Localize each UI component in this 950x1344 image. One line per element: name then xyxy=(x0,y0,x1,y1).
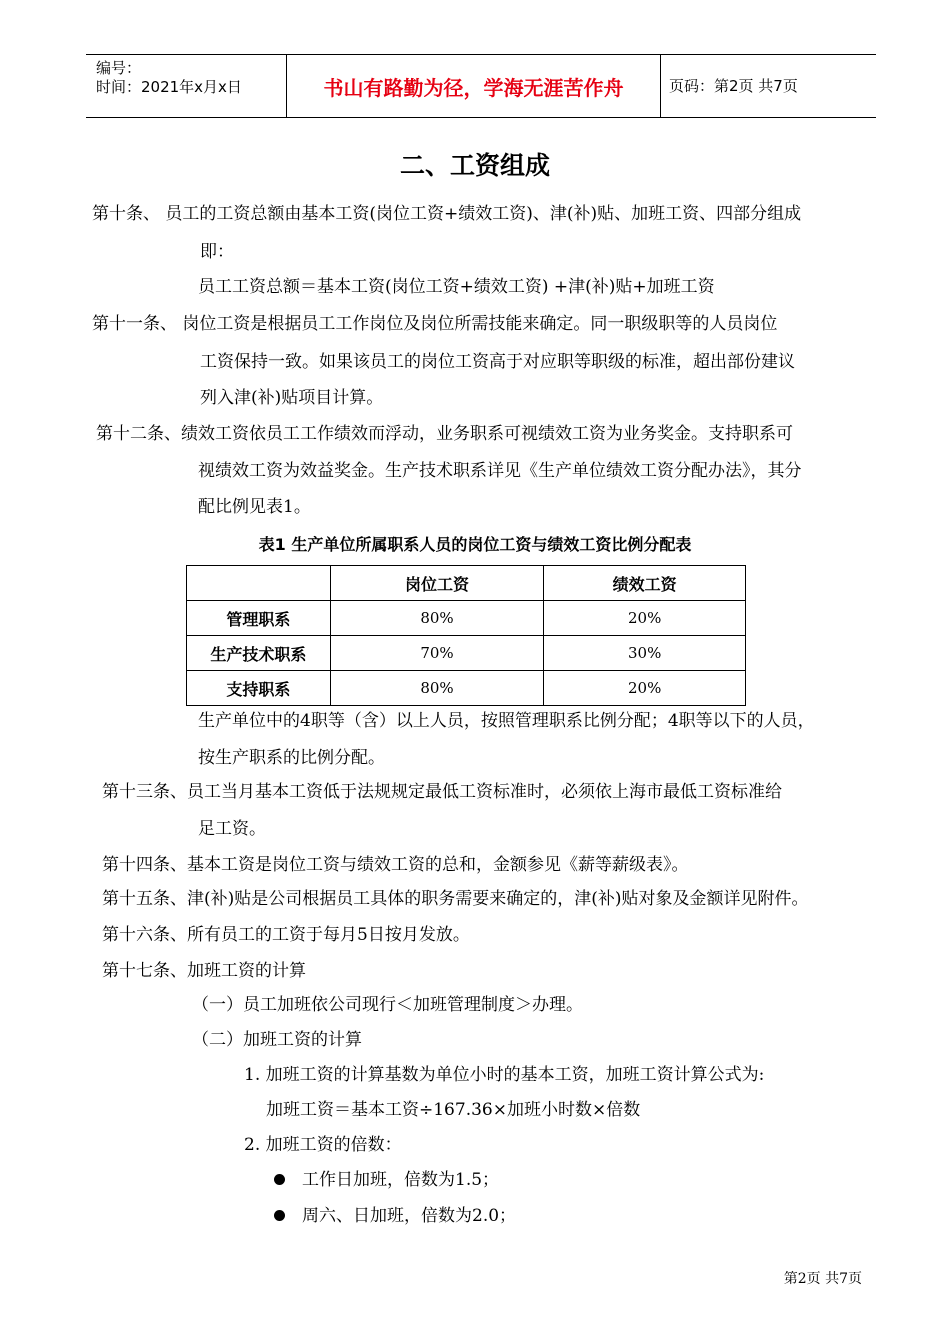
article-17-item-2: （二）加班工资的计算 xyxy=(192,1030,362,1050)
overtime-formula: 加班工资＝基本工资÷167.36×加班小时数×倍数 xyxy=(266,1100,641,1120)
header-time: 时间：2021年x月x日 xyxy=(96,78,242,96)
table-row-label: 支持职系 xyxy=(187,671,331,706)
table-row-label: 管理职系 xyxy=(187,601,331,636)
table-row-label: 生产技术职系 xyxy=(187,636,331,671)
bullet-icon xyxy=(274,1174,285,1185)
page-footer: 第2页 共7页 xyxy=(783,1271,862,1287)
table-cell: 30% xyxy=(544,636,746,671)
overtime-rule-1: 1. 加班工资的计算基数为单位小时的基本工资，加班工资计算公式为: xyxy=(244,1065,765,1085)
section-title: 二、工资组成 xyxy=(399,151,550,180)
article-12-line-1: 第十二条、绩效工资依员工工作绩效而浮动，业务职系可视绩效工资为业务奖金。支持职系可 xyxy=(96,424,793,444)
table-row xyxy=(187,636,746,671)
table-header-cell: 岗位工资 xyxy=(330,566,544,601)
table-cell: 80% xyxy=(330,671,544,706)
header-number: 编号： xyxy=(96,59,142,77)
article-12-line-2: 视绩效工资为效益奖金。生产技术职系详见《生产单位绩效工资分配办法》，其分 xyxy=(198,461,802,481)
table-cell: 20% xyxy=(544,671,746,706)
header-page-number: 页码：第2页 共7页 xyxy=(669,77,798,95)
overtime-multiplier-weekday: 工作日加班，倍数为1.5； xyxy=(302,1170,500,1190)
header-meta xyxy=(96,59,242,97)
table-note-line-1: 生产单位中的4职等（含）以上人员，按照管理职系比例分配；4职等以下的人员， xyxy=(198,711,815,731)
table-caption: 表1 生产单位所属职系人员的岗位工资与绩效工资比例分配表 xyxy=(258,535,692,554)
article-11-line-2: 工资保持一致。如果该员工的岗位工资高于对应职等职级的标准，超出部份建议 xyxy=(200,352,795,372)
table-cell: 70% xyxy=(330,636,544,671)
page-header xyxy=(86,54,876,118)
table-row xyxy=(187,601,746,636)
article-10-line-2: 即： xyxy=(200,242,234,262)
table-header-row xyxy=(187,566,746,601)
article-17: 第十七条、加班工资的计算 xyxy=(102,961,306,981)
header-motto: 书山有路勤为径，学海无涯苦作舟 xyxy=(286,55,661,117)
article-17-item-1: （一）员工加班依公司现行＜加班管理制度＞办理。 xyxy=(192,995,583,1015)
article-13-line-2: 足工资。 xyxy=(198,819,266,839)
article-10-line-1: 第十条、 员工的工资总额由基本工资(岗位工资+绩效工资)、津(补)贴、加班工资、四部分组成 xyxy=(92,204,802,224)
table-row xyxy=(187,671,746,706)
overtime-multiplier-weekend: 周六、日加班，倍数为2.0； xyxy=(302,1206,517,1226)
article-10-formula: 员工工资总额＝基本工资(岗位工资+绩效工资) +津(补)贴+加班工资 xyxy=(198,277,715,297)
table-note-line-2: 按生产职系的比例分配。 xyxy=(198,748,385,768)
article-11-line-1: 第十一条、 岗位工资是根据员工工作岗位及岗位所需技能来确定。同一职级职等的人员岗位 xyxy=(92,314,778,334)
article-13-line-1: 第十三条、员工当月基本工资低于法规规定最低工资标准时，必须依上海市最低工资标准给 xyxy=(102,782,782,802)
overtime-rule-2: 2. 加班工资的倍数： xyxy=(244,1135,402,1155)
article-14: 第十四条、基本工资是岗位工资与绩效工资的总和，金额参见《薪等薪级表》。 xyxy=(102,855,689,875)
article-12-line-3: 配比例见表1。 xyxy=(198,497,311,517)
table-header-cell: 绩效工资 xyxy=(544,566,746,601)
table-header-cell xyxy=(187,566,331,601)
table-cell: 20% xyxy=(544,601,746,636)
bullet-icon xyxy=(274,1210,285,1221)
article-11-line-3: 列入津(补)贴项目计算。 xyxy=(200,388,384,408)
salary-ratio-table xyxy=(186,565,746,706)
article-15: 第十五条、津(补)贴是公司根据员工具体的职务需要来确定的，津(补)贴对象及金额详见附件。 xyxy=(102,889,809,909)
table-cell: 80% xyxy=(330,601,544,636)
article-16: 第十六条、所有员工的工资于每月5日按月发放。 xyxy=(102,925,470,945)
